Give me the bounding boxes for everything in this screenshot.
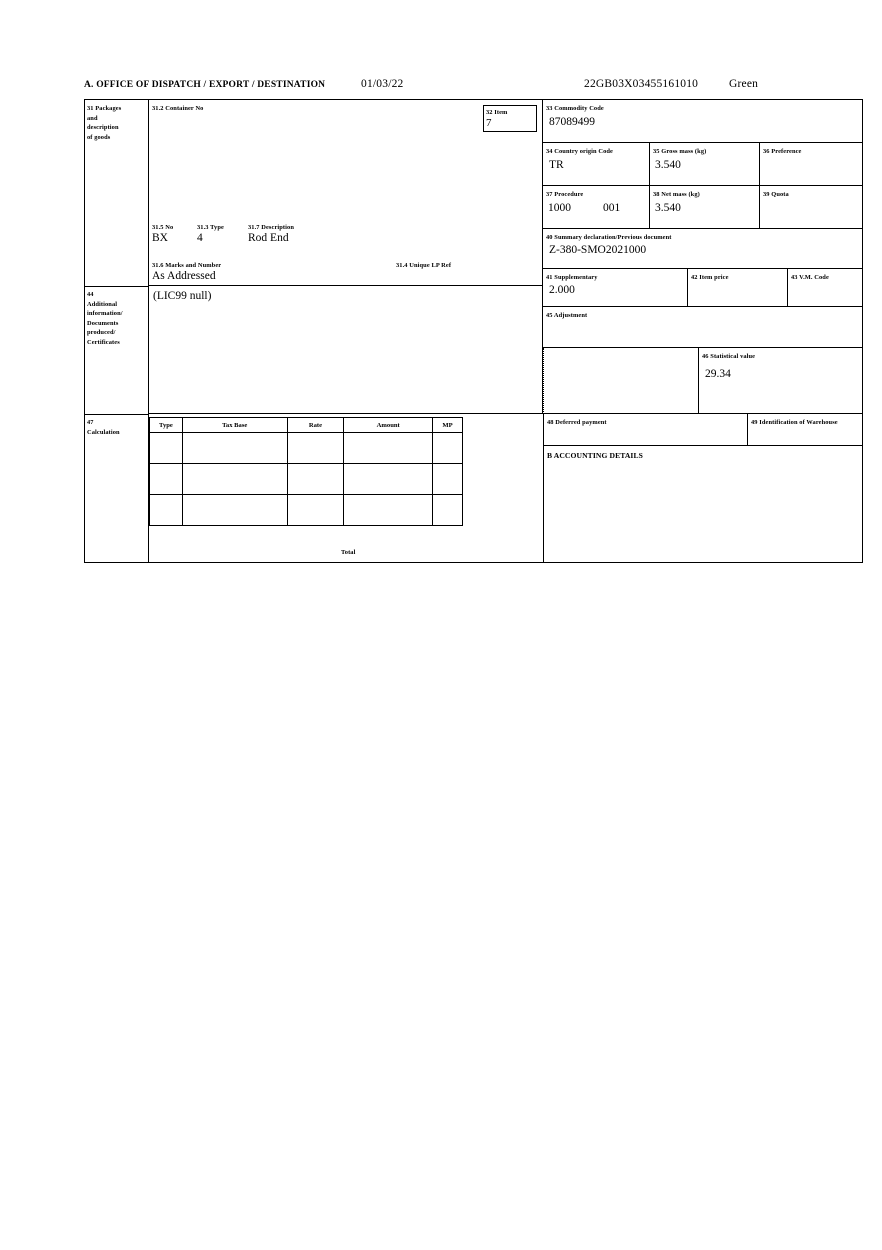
box-31-7-description-label: 31.7 Description [248,224,294,231]
box-45-adjustment [543,307,863,348]
calc-col-type: Type [150,418,183,433]
calc-cell-mp [433,433,463,464]
header-date: 01/03/22 [361,78,404,90]
box-48-label: 48 Deferred payment [547,419,607,426]
box-41-value: 2.000 [549,284,575,296]
box-35-gross-mass [650,143,760,186]
calc-cell-type [150,464,183,495]
divider-44-47 [85,414,149,415]
calc-cell-tax-base [182,495,287,526]
calc-total-label: Total [341,549,356,556]
box-49-label: 49 Identification of Warehouse [751,419,838,426]
calc-cell-type [150,433,183,464]
box-46-label: 46 Statistical value [702,353,756,360]
box-31-label: 31 Packages and description of goods [87,105,122,141]
box-32-item [483,105,537,132]
document-header [84,78,864,96]
box-37-value-2: 001 [603,202,621,214]
calc-cell-mp [433,464,463,495]
left-label-column [85,100,149,562]
box-44-additional-information [149,286,543,414]
divider-31-44 [85,286,149,287]
box-37-value-1: 1000 [548,202,571,214]
dotted-separator [543,348,544,414]
box-33-value: 87089499 [549,116,595,128]
box-37-procedure [543,186,650,229]
box-36-label: 36 Preference [763,148,802,155]
table-row [150,464,463,495]
box-32-value: 7 [486,117,492,129]
box-41-supplementary [543,269,688,307]
calc-cell-mp [433,495,463,526]
box-44-label: 44 Additional information/ Documents produced/ Certificates [87,291,123,346]
box-39-quota [760,186,863,229]
box-35-value: 3.540 [655,159,681,171]
box-33-commodity-code [543,100,863,143]
calc-cell-tax-base [182,464,287,495]
table-row [150,495,463,526]
box-45-label: 45 Adjustment [546,312,588,319]
box-31-5-no-value: BX [152,232,168,244]
calc-cell-amount [344,433,433,464]
box-32-label: 32 Item [486,109,508,116]
box-34-label: 34 Country origin Code [546,148,613,155]
box-35-label: 35 Gross mass (kg) [653,148,707,155]
calc-col-mp: MP [433,418,463,433]
box-43-vm-code [788,269,863,307]
box-42-item-price [688,269,788,307]
box-43-label: 43 V.M. Code [791,274,829,281]
box-44-value: (LIC99 null) [153,290,212,302]
box-b-accounting-details [543,446,863,562]
calc-col-rate: Rate [287,418,344,433]
box-31-5-no-label: 31.5 No [152,224,174,231]
box-31-2-container-no-label: 31.2 Container No [152,105,204,112]
box-31-6-marks-value: As Addressed [152,270,216,282]
box-47-label: 47 Calculation [87,419,120,436]
box-34-value: TR [549,159,564,171]
header-mrn: 22GB03X03455161010 [584,78,699,90]
box-41-label: 41 Supplementary [546,274,598,281]
box-38-label: 38 Net mass (kg) [653,191,700,198]
calc-cell-rate [287,495,344,526]
calc-cell-rate [287,464,344,495]
table-row [150,433,463,464]
box-31-3-type-value: 4 [197,232,203,244]
office-of-dispatch-title: A. OFFICE OF DISPATCH / EXPORT / DESTINATION [84,80,326,90]
box-31-7-description-value: Rod End [248,232,289,244]
calculation-header-row [150,418,463,433]
box-b-label: B ACCOUNTING DETAILS [547,451,643,460]
box-42-label: 42 Item price [691,274,729,281]
calc-col-amount: Amount [344,418,433,433]
calculation-table [149,417,463,526]
box-33-label: 33 Commodity Code [546,105,604,112]
box-49-identification-of-warehouse [748,414,863,446]
calc-cell-tax-base [182,433,287,464]
box-38-value: 3.540 [655,202,681,214]
calc-cell-amount [344,495,433,526]
calc-cell-amount [344,464,433,495]
box-40-summary-declaration [543,229,863,269]
box-40-value: Z-380-SMO2021000 [549,244,647,256]
box-46-statistical-value [698,348,863,414]
declaration-frame [84,99,863,563]
calc-cell-rate [287,433,344,464]
calc-cell-type [150,495,183,526]
box-38-net-mass [650,186,760,229]
box-31-6-marks-label: 31.6 Marks and Number [152,262,222,269]
box-48-deferred-payment [543,414,748,446]
box-34-country-origin-code [543,143,650,186]
calc-col-tax-base: Tax Base [182,418,287,433]
header-lane: Green [729,78,759,90]
box-39-label: 39 Quota [763,191,789,198]
box-46-value: 29.34 [705,368,731,380]
box-36-preference [760,143,863,186]
box-37-label: 37 Procedure [546,191,584,198]
box-47-calculation [149,414,543,562]
box-31-3-type-label: 31.3 Type [197,224,224,231]
box-31-4-unique-lp-ref-label: 31.4 Unique LP Ref [396,262,452,269]
box-40-label: 40 Summary declaration/Previous document [546,234,672,241]
